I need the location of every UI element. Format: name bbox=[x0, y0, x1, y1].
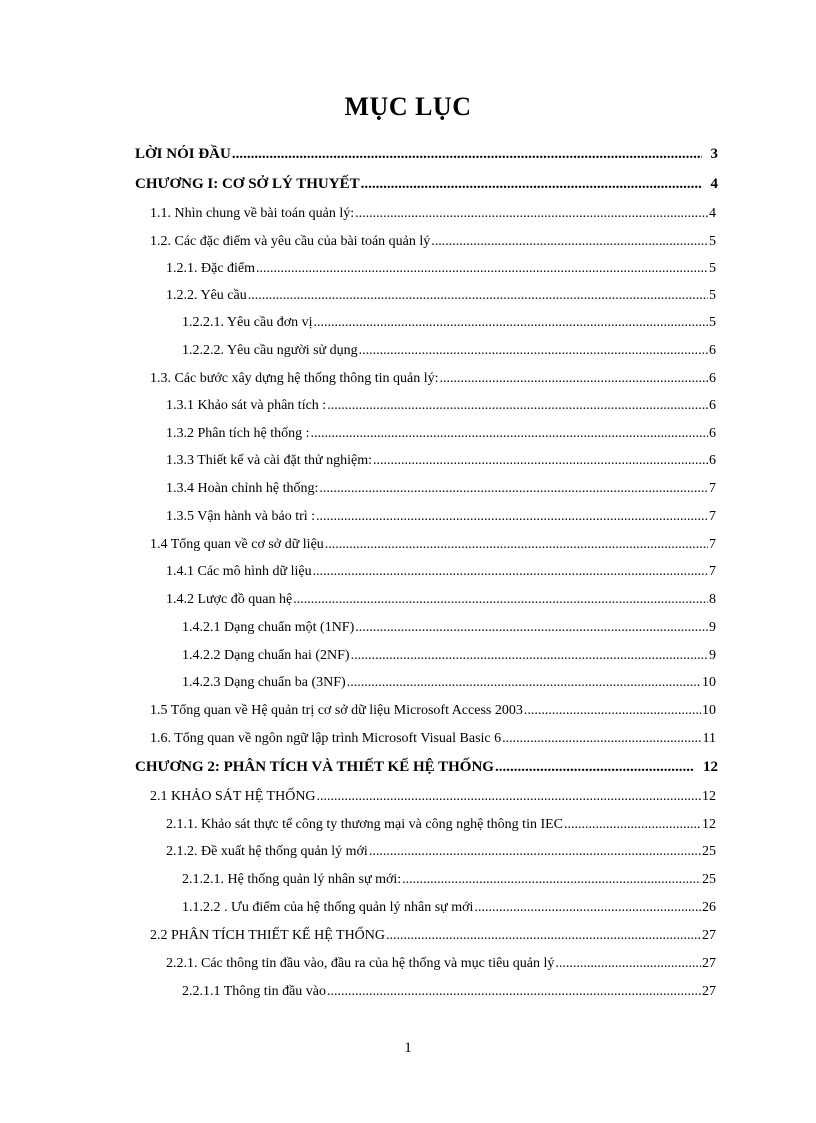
toc-entry[interactable] bbox=[182, 619, 716, 637]
toc-entry-label: 2.1.2.1. Hệ thống quản lý nhân sự mới: bbox=[182, 872, 402, 887]
leader-dots bbox=[355, 619, 708, 637]
page-number: 1 bbox=[404, 1040, 412, 1056]
leader-dots bbox=[256, 260, 708, 278]
toc-entry[interactable] bbox=[166, 508, 716, 526]
leader-dots bbox=[293, 591, 708, 609]
leader-dots bbox=[325, 536, 708, 554]
leader-dots bbox=[317, 788, 701, 806]
leader-dots bbox=[495, 758, 694, 776]
toc-entry-page: 5 bbox=[709, 288, 716, 303]
toc-entry-page: 6 bbox=[709, 453, 716, 468]
toc-entry[interactable] bbox=[166, 843, 716, 861]
leader-dots bbox=[359, 342, 708, 360]
toc-entry[interactable] bbox=[150, 927, 716, 945]
leader-dots bbox=[369, 843, 701, 861]
toc-entry[interactable] bbox=[166, 480, 716, 498]
toc-entry-label: 1.2. Các đặc điểm và yêu cầu của bài toán quản lý bbox=[150, 234, 431, 249]
toc-entry-label: CHƯƠNG 2: PHÂN TÍCH VÀ THIẾT KẾ HỆ THỐNG bbox=[135, 759, 494, 775]
toc-entry-page: 12 bbox=[702, 817, 716, 832]
leader-dots bbox=[361, 175, 702, 193]
toc-entry-label: 1.1. Nhìn chung về bài toán quản lý: bbox=[150, 206, 355, 221]
toc-entry-label: 1.3.1 Khảo sát và phân tích : bbox=[166, 398, 327, 413]
toc-entry[interactable] bbox=[135, 758, 718, 776]
toc-entry-page: 12 bbox=[702, 789, 716, 804]
toc-entry[interactable] bbox=[182, 342, 716, 360]
toc-entry-label: 1.4.2.1 Dạng chuẩn một (1NF) bbox=[182, 620, 355, 635]
leader-dots bbox=[351, 647, 708, 665]
toc-entry[interactable] bbox=[166, 425, 716, 443]
toc-entry-page: 26 bbox=[702, 900, 716, 915]
toc-entry-label: 2.2.1.1 Thông tin đầu vào bbox=[182, 984, 327, 999]
toc-entry-label: 1.5 Tổng quan về Hệ quản trị cơ sở dữ liệu Microsoft Access 2003 bbox=[150, 703, 523, 718]
toc-entry[interactable] bbox=[166, 287, 716, 305]
leader-dots bbox=[311, 425, 709, 443]
toc-entry-page: 3 bbox=[710, 146, 718, 162]
leader-dots bbox=[373, 452, 708, 470]
toc-entry-page: 7 bbox=[709, 537, 716, 552]
leader-dots bbox=[327, 397, 708, 415]
toc-entry-page: 27 bbox=[702, 956, 716, 971]
toc-entry-label: 1.1.2.2 . Ưu điểm của hệ thống quản lý nhân sự mới bbox=[182, 900, 474, 915]
toc-entry[interactable] bbox=[166, 591, 716, 609]
toc-entry-label: 1.3.5 Vận hành và bảo trì : bbox=[166, 509, 316, 524]
toc-entry-label: 1.2.2. Yêu cầu bbox=[166, 288, 247, 303]
toc-entry-page: 12 bbox=[703, 759, 718, 775]
leader-dots bbox=[524, 702, 701, 720]
toc-entry[interactable] bbox=[166, 452, 716, 470]
toc-entry-page: 10 bbox=[702, 703, 716, 718]
toc-entry-label: CHƯƠNG I: CƠ SỞ LÝ THUYẾT bbox=[135, 176, 360, 192]
toc-entry[interactable] bbox=[166, 397, 716, 415]
toc-entry-page: 10 bbox=[702, 675, 716, 690]
toc-entry-page: 6 bbox=[709, 398, 716, 413]
toc-entry-label: 1.2.1. Đặc điểm bbox=[166, 261, 256, 276]
leader-dots bbox=[316, 508, 708, 526]
leader-dots bbox=[355, 205, 708, 223]
leader-dots bbox=[564, 816, 701, 834]
toc-entry-page: 7 bbox=[709, 509, 716, 524]
toc-entry[interactable] bbox=[166, 955, 716, 973]
leader-dots bbox=[502, 730, 701, 748]
toc-entry[interactable] bbox=[150, 536, 716, 554]
toc-entry[interactable] bbox=[150, 205, 716, 223]
toc-entry-page: 9 bbox=[709, 648, 716, 663]
toc-entry-label: 1.3. Các bước xây dựng hệ thống thông tin quản lý: bbox=[150, 371, 439, 386]
toc-entry-label: 2.1 KHẢO SÁT HỆ THỐNG bbox=[150, 789, 316, 804]
toc-entry[interactable] bbox=[182, 899, 716, 917]
toc-entry-page: 5 bbox=[709, 234, 716, 249]
toc-entry[interactable] bbox=[150, 370, 716, 388]
leader-dots bbox=[313, 563, 708, 581]
toc-entry-label: 1.3.4 Hoàn chỉnh hệ thống: bbox=[166, 481, 319, 496]
leader-dots bbox=[232, 145, 702, 163]
toc-entry[interactable] bbox=[182, 983, 716, 1001]
page-title: MỤC LỤC bbox=[344, 92, 472, 121]
toc-entry-label: 1.4.1 Các mô hình dữ liệu bbox=[166, 564, 312, 579]
toc-entry-label: 1.3.2 Phân tích hệ thống : bbox=[166, 426, 310, 441]
toc-entry-label: 1.4.2 Lược đồ quan hệ bbox=[166, 592, 293, 607]
toc-entry-page: 6 bbox=[709, 426, 716, 441]
toc-entry[interactable] bbox=[182, 314, 716, 332]
toc-entry-label: 1.4.2.2 Dạng chuẩn hai (2NF) bbox=[182, 648, 350, 663]
leader-dots bbox=[474, 899, 701, 917]
toc-entry-label: 1.3.3 Thiết kế và cài đặt thử nghiệm: bbox=[166, 453, 373, 468]
leader-dots bbox=[319, 480, 708, 498]
toc-entry-page: 6 bbox=[709, 343, 716, 358]
leader-dots bbox=[402, 871, 701, 889]
toc-entry-label: 1.4 Tổng quan về cơ sở dữ liệu bbox=[150, 537, 324, 552]
toc-entry-label: 2.2 PHÂN TÍCH THIẾT KẾ HỆ THỐNG bbox=[150, 928, 386, 943]
toc-entry[interactable] bbox=[182, 647, 716, 665]
leader-dots bbox=[248, 287, 708, 305]
leader-dots bbox=[347, 674, 701, 692]
toc-entry-page: 5 bbox=[709, 261, 716, 276]
toc-entry[interactable] bbox=[182, 674, 716, 692]
toc-entry-page: 8 bbox=[709, 592, 716, 607]
toc-entry[interactable] bbox=[150, 788, 716, 806]
toc-entry-page: 4 bbox=[710, 176, 718, 192]
toc-entry-label: LỜI NÓI ĐẦU bbox=[135, 146, 231, 162]
toc-entry-page: 27 bbox=[702, 928, 716, 943]
leader-dots bbox=[440, 370, 708, 388]
leader-dots bbox=[327, 983, 701, 1001]
toc-entry-page: 7 bbox=[709, 481, 716, 496]
toc-entry-label: 1.4.2.3 Dạng chuẩn ba (3NF) bbox=[182, 675, 346, 690]
toc-entry[interactable] bbox=[135, 175, 718, 193]
toc-entry[interactable] bbox=[150, 702, 716, 720]
toc-entry-page: 25 bbox=[702, 872, 716, 887]
toc-entry-label: 1.2.2.1. Yêu cầu đơn vị bbox=[182, 315, 313, 330]
toc-entry-page: 9 bbox=[709, 620, 716, 635]
toc-entry-page: 11 bbox=[702, 731, 716, 746]
toc-entry-page: 25 bbox=[702, 844, 716, 859]
toc-entry-label: 1.2.2.2. Yêu cầu người sử dụng bbox=[182, 343, 358, 358]
toc-entry[interactable] bbox=[166, 563, 716, 581]
toc-entry-page: 6 bbox=[709, 371, 716, 386]
toc-entry[interactable] bbox=[150, 730, 716, 748]
leader-dots bbox=[314, 314, 708, 332]
toc-entry-label: 2.2.1. Các thông tin đầu vào, đầu ra của hệ thống và mục tiêu quản lý bbox=[166, 956, 555, 971]
toc-entry-label: 2.1.2. Đề xuất hệ thống quản lý mới bbox=[166, 844, 368, 859]
toc-entry[interactable] bbox=[182, 871, 716, 889]
toc-entry-page: 7 bbox=[709, 564, 716, 579]
toc-entry-label: 2.1.1. Khảo sát thực tế công ty thương mại và công nghệ thông tin IEC bbox=[166, 817, 564, 832]
toc-entry-page: 5 bbox=[709, 315, 716, 330]
leader-dots bbox=[431, 233, 708, 251]
leader-dots bbox=[386, 927, 701, 945]
leader-dots bbox=[555, 955, 701, 973]
toc-entry[interactable] bbox=[166, 816, 716, 834]
toc-entry[interactable] bbox=[150, 233, 716, 251]
toc-entry[interactable] bbox=[166, 260, 716, 278]
toc-entry-page: 4 bbox=[709, 206, 716, 221]
toc-entry[interactable] bbox=[135, 145, 718, 163]
toc-entry-label: 1.6. Tổng quan về ngôn ngữ lập trình Microsoft Visual Basic 6 bbox=[150, 731, 502, 746]
toc-entry-page: 27 bbox=[702, 984, 716, 999]
